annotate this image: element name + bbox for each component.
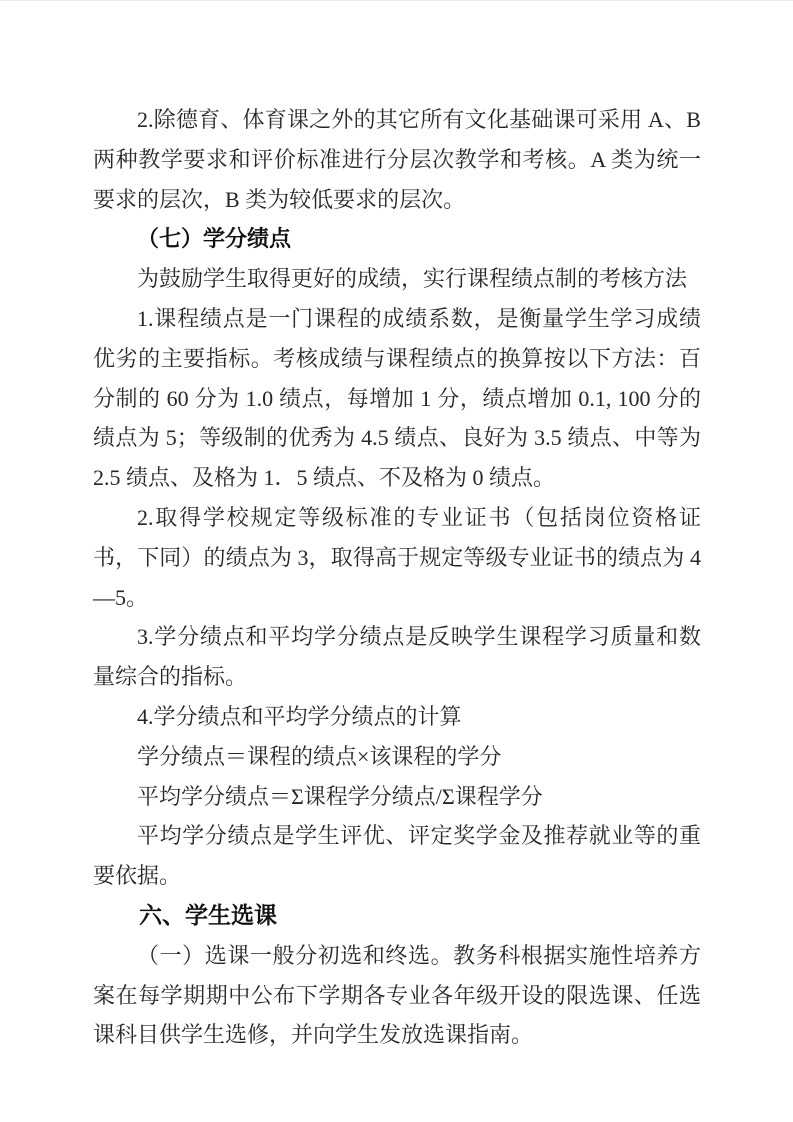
formula-credit-point: 学分绩点＝课程的绩点×该课程的学分 — [137, 743, 502, 769]
paragraph-course-selection: （一）选课一般分初选和终选。教务科根据实施性培养方案在每学期期中公布下学期各专业各年级开设的限选课、任选课科目供学生选修，并向学生发放选课指南。 — [93, 942, 701, 1048]
chapter-heading-course-selection: 六、学生选课 — [139, 901, 277, 928]
paragraph-indicator: 3.学分绩点和平均学分绩点是反映学生课程学习质量和数量综合的指标。 — [93, 624, 701, 690]
section-heading-credit-points: （七）学分绩点 — [137, 226, 292, 252]
paragraph-encourage: 为鼓励学生取得更好的成绩，实行课程绩点制的考核方法 — [137, 266, 688, 292]
paragraph-certificates: 2.取得学校规定等级标准的专业证书（包括岗位资格证书，下同）的绩点为 3，取得高于规定等级专业证书的绩点为 4—5。 — [93, 504, 701, 610]
formula-average-credit-point: 平均学分绩点＝Σ课程学分绩点/Σ课程学分 — [137, 783, 543, 809]
paragraph-course-points: 1.课程绩点是一门课程的成绩系数，是衡量学生学习成绩优劣的主要指标。考核成绩与课程绩点的换算按以下方法：百分制的 60 分为 1.0 绩点，每增加 1 分，绩点增加 0.1, 100 分的绩点为 5；等级制的优秀为 4.5 绩点、良好为 3.5 绩点、中等为 2.5 绩点、及格为 1．5 绩点、不及格为 0 绩点。 — [93, 305, 701, 491]
paragraph-calculation: 4.学分绩点和平均学分绩点的计算 — [137, 703, 462, 729]
paragraph-basis: 平均学分绩点是学生评优、评定奖学金及推荐就业等的重要依据。 — [93, 823, 701, 889]
paragraph-ab-levels: 2.除德育、体育课之外的其它所有文化基础课可采用 A、B 两种教学要求和评价标准进行分层次教学和考核。A 类为统一要求的层次，B 类为较低要求的层次。 — [93, 107, 701, 212]
